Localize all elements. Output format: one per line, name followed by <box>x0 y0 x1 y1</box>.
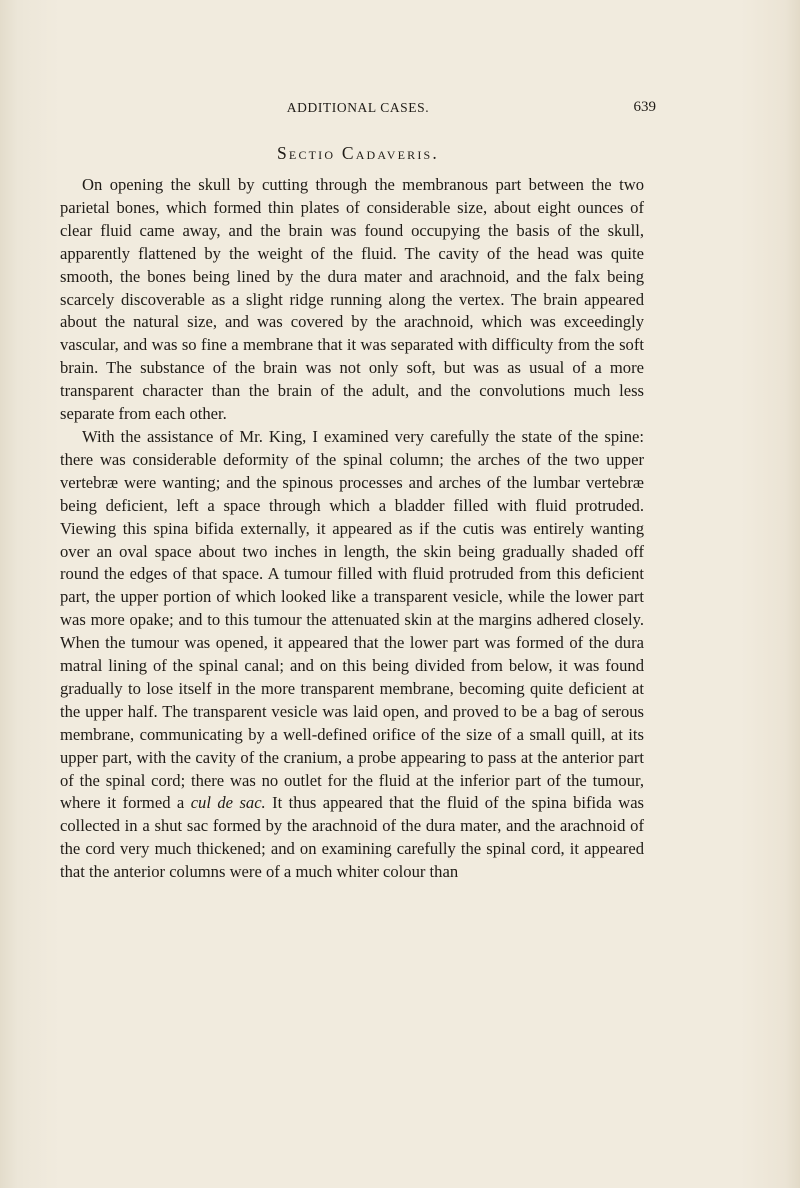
running-title: ADDITIONAL CASES. <box>286 100 430 115</box>
paragraph <box>60 174 644 426</box>
page-number: 639 <box>633 99 656 115</box>
paragraph-text: On opening the skull by cutting through the membranous part between the two parietal bones, which formed thin plates of considerable size, about eight ounces of clear fluid came away, and the brain was found occupying the basis of the skull, apparently flattened by the weight of the fluid. The cavity of the head was quite smooth, the bones being lined by the dura mater and arachnoid, and the falx being scarcely discoverable as a slight ridge running along the vertex. The brain appeared about the natural size, and was covered by the arachnoid, which was exceedingly vascular, and was so fine a membrane that it was separated with difficulty from the soft brain. The substance of the brain was not only soft, but was as usual of a more transparent character than the brain of the adult, and the convolutions much less separate from each other. <box>60 175 644 424</box>
paragraph <box>60 426 644 884</box>
section-title: Sectio Cadaveris. <box>276 143 439 163</box>
paragraph-text: With the assistance of Mr. King, I examined very carefully the state of the spine: there was considerable deformity of the spinal column; the arches of the two upper vertebræ were wanting; and the spinous processes and arches of the lumbar vertebræ being deficient, left a space through which a bladder filled with fluid protruded. Viewing this spina bifida externally, it appeared as if the cutis was entirely wanting over an oval space about two inches in length, the skin being gradually shaded off round the edges of that space. A tumour filled with fluid protruded from this deficient part, the upper portion of which looked like a transparent vesicle, while the lower part was more opake; and to this tumour the attenuated skin at the margins adhered closely. When the tumour was opened, it appeared that the lower part was formed of the dura matral lining of the spinal canal; and on this being divided from below, it was found gradually to lose itself in the more transparent membrane, becoming quite deficient at the upper half. The transparent vesicle was laid open, and proved to be a bag of serous membrane, communicating by a well-defined orifice of the size of a small quill, at its upper part, with the cavity of the cranium, a probe appearing to pass at the anterior part of the spinal cord; there was no outlet for the fluid at the inferior part of the tumour, where it formed a <box>60 426 644 813</box>
running-header <box>60 100 656 120</box>
body-text <box>60 174 644 884</box>
italic-phrase: cul de sac. <box>190 793 266 813</box>
paragraph-text: It thus appeared that the fluid of the spina bifida was collected in a shut sac formed by the arachnoid of the dura mater, and the arachnoid of the cord very much thickened; and on examining carefully the spinal cord, it appeared that the anterior columns were of a much whiter colour than <box>60 793 645 882</box>
